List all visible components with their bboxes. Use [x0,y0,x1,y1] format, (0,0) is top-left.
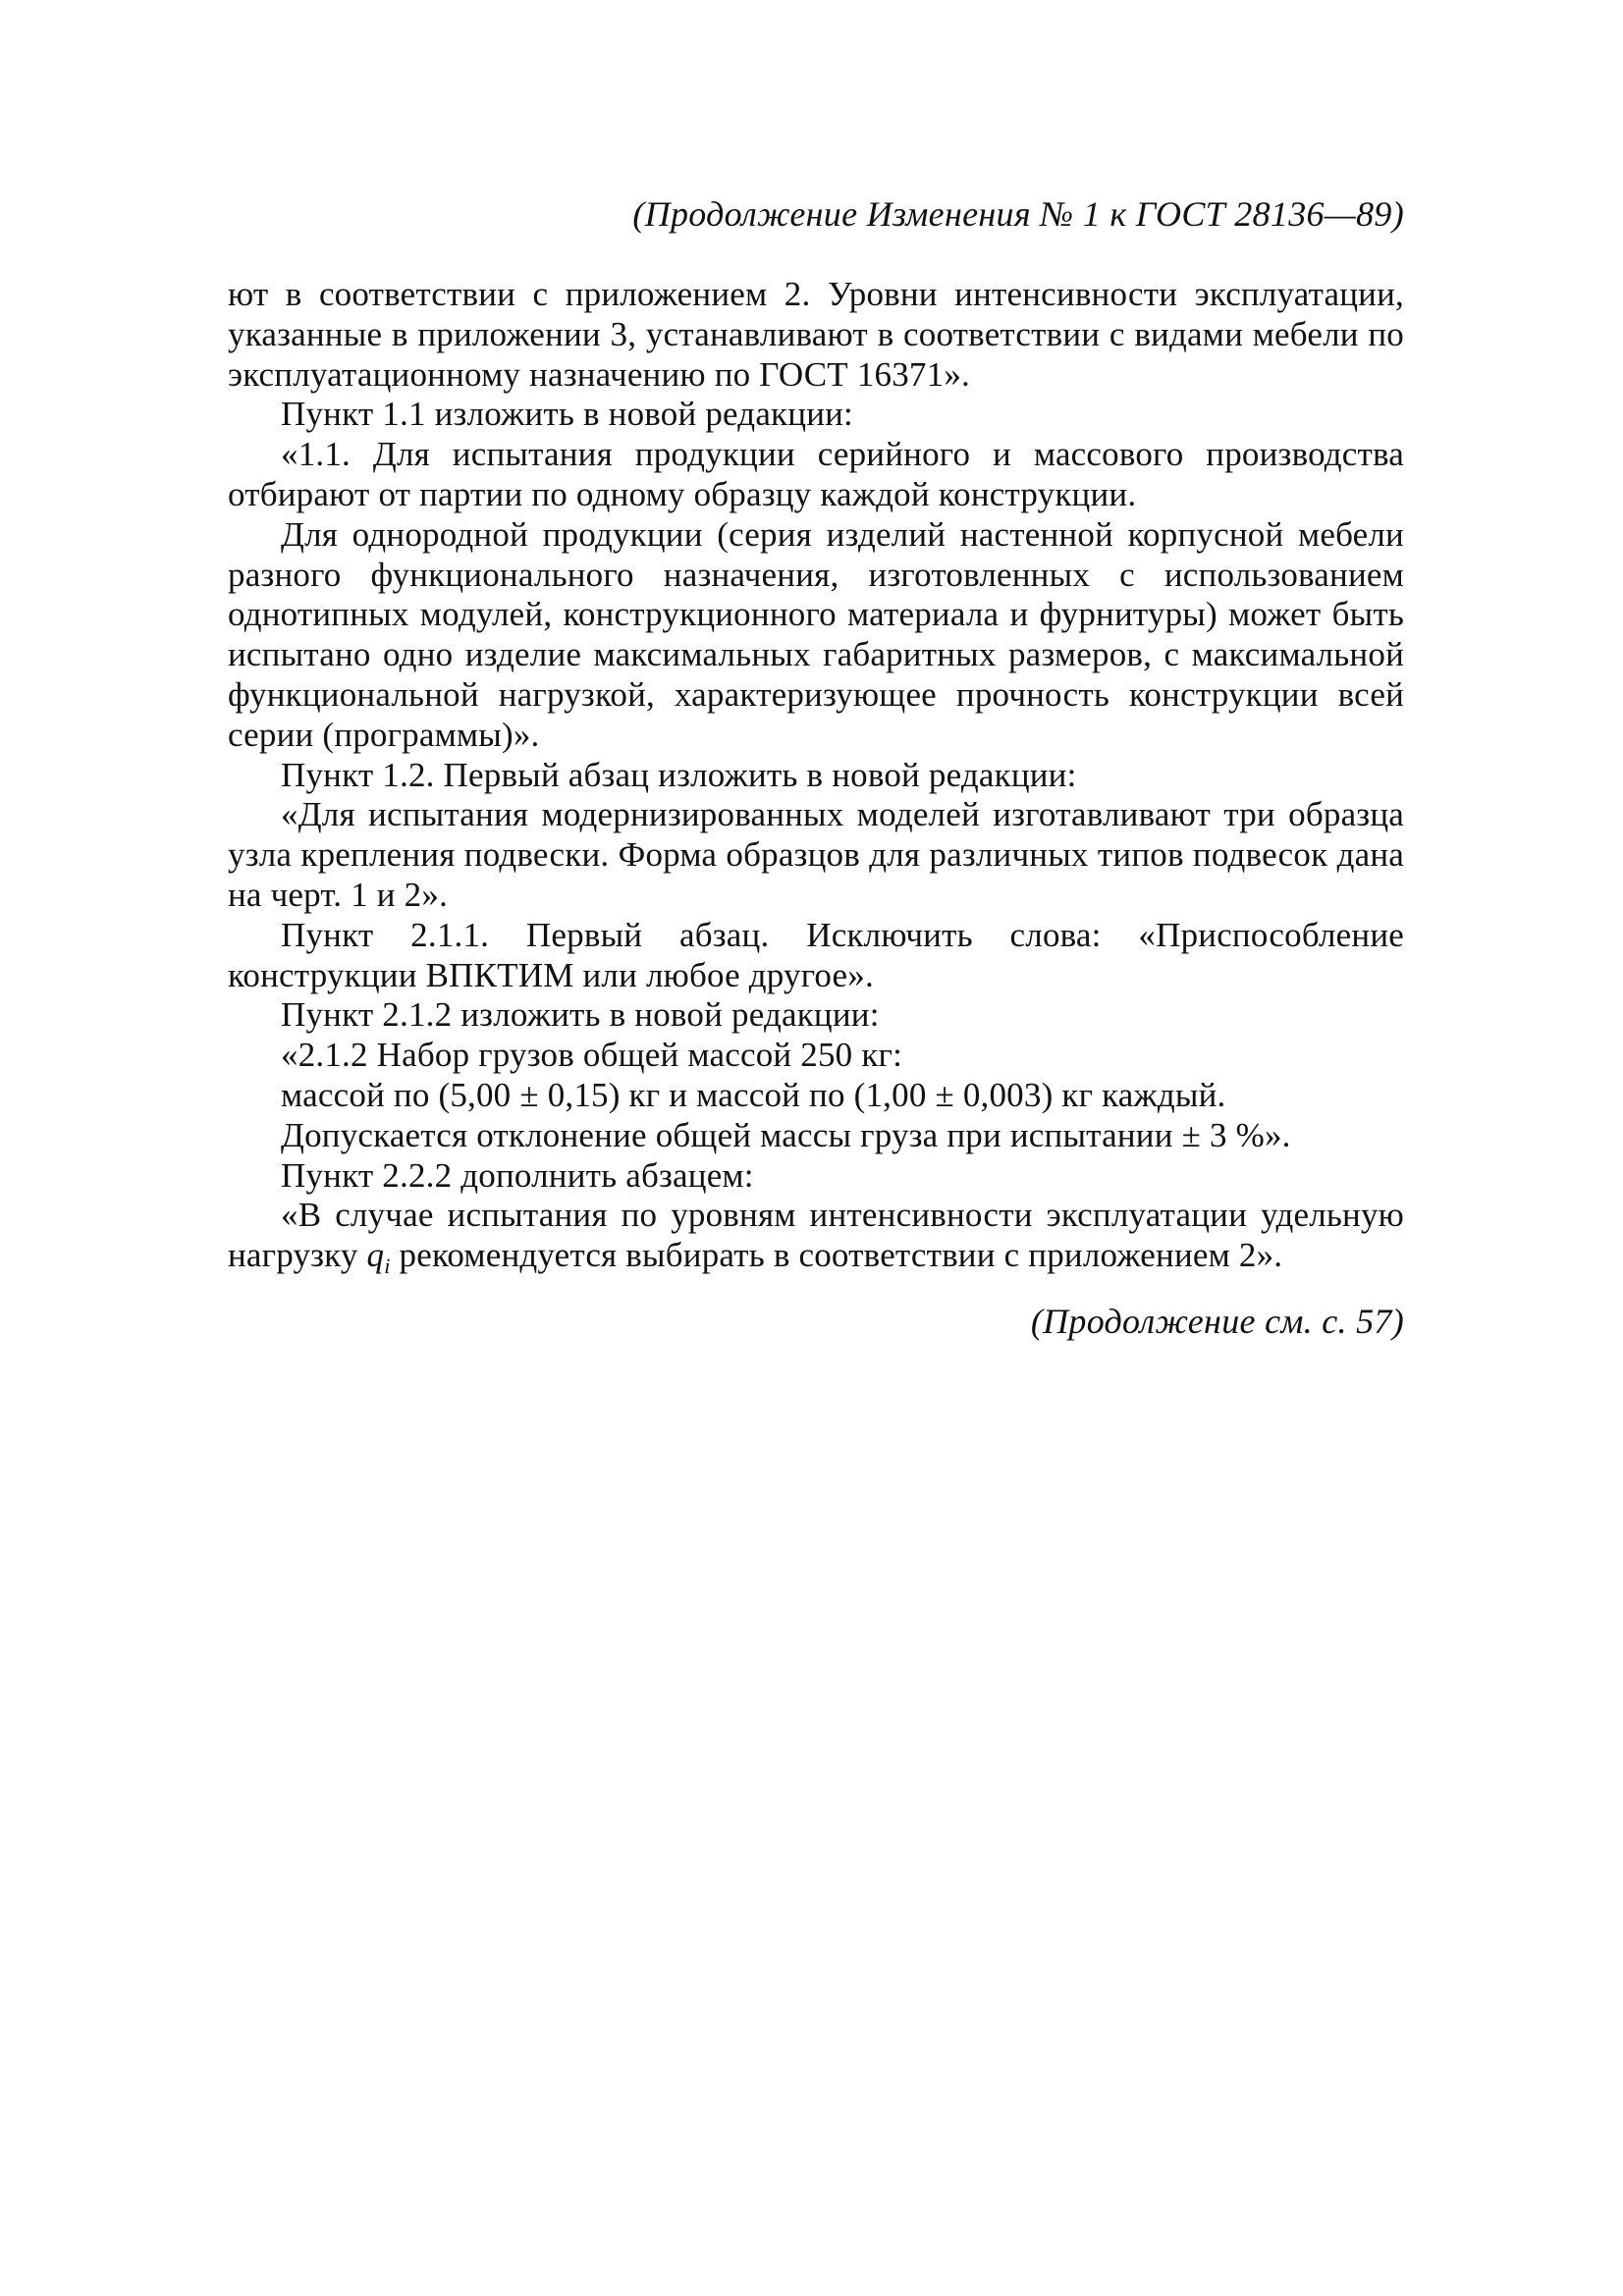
paragraph-continuation: ют в соответствии с приложением 2. Уровни интенсивности эксплуатации, указанные в приложении 3, устанавливают в соответствии с видами мебели по эксплуатационному назначению по ГОСТ 16371». [228,275,1404,394]
last-paragraph-before: «В случае испытания по уровням интенсивности эксплуатации удельную нагрузку [228,1196,1404,1275]
paragraph-clause-2-1-2-text: «2.1.2 Набор грузов общей массой 250 кг: [281,1036,903,1075]
paragraph-clause-2-2-2-text [228,1196,1404,1279]
variable-letter: q [366,1236,385,1275]
document-body [228,275,1404,1279]
header-continuation-note: (Продолжение Изменения № 1 к ГОСТ 28136—89) [632,194,1404,234]
paragraph-clause-1-1-text: «1.1. Для испытания продукции серийного и массового производства отбирают от партии по одному образцу каждой конструкции. [228,435,1404,513]
paragraph-homogeneous-products: Для однородной продукции (серия изделий настенной корпусной мебели разного функционального назначения, изготовленных с использованием однотипных модулей, конструкционного материала и фурнитуры) может быть испытано одно изделие максимальных габаритных размеров, с максимальной функциональной нагрузкой, характеризующее прочность конструкции всей серии (программы)». [228,514,1404,754]
last-paragraph-after: рекомендуется выбирать в соответствии с приложением 2». [390,1236,1283,1275]
paragraph-tolerance: Допускается отклонение общей массы груза при испытании ± 3 %». [281,1115,1291,1154]
footer-continuation-note: (Продолжение см. с. 57) [1030,1301,1404,1341]
document-page [228,192,1404,1343]
variable-q-i [366,1236,391,1279]
paragraph-clause-1-1-heading: Пункт 1.1 изложить в новой редакции: [281,395,853,434]
paragraph-clause-1-2-text: «Для испытания модернизированных моделей изготавливают три образца узла крепления подвески. Форма образцов для различных типов подвесок дана на черт. 1 и 2». [228,795,1404,914]
paragraph-clause-2-1-1: Пункт 2.1.1. Первый абзац. Исключить слова: «Приспособление конструкции ВПКТИМ или любое другое». [228,915,1404,994]
paragraph-clause-2-2-2-heading: Пункт 2.2.2 дополнить абзацем: [281,1155,754,1195]
variable-subscript: i [384,1254,391,1279]
paragraph-clause-1-2-heading: Пункт 1.2. Первый абзац изложить в новой редакции: [281,755,1077,794]
paragraph-clause-2-1-2-heading: Пункт 2.1.2 изложить в новой редакции: [281,995,880,1035]
paragraph-weights-detail: массой по (5,00 ± 0,15) кг и массой по (1,00 ± 0,003) кг каждый. [281,1075,1226,1114]
